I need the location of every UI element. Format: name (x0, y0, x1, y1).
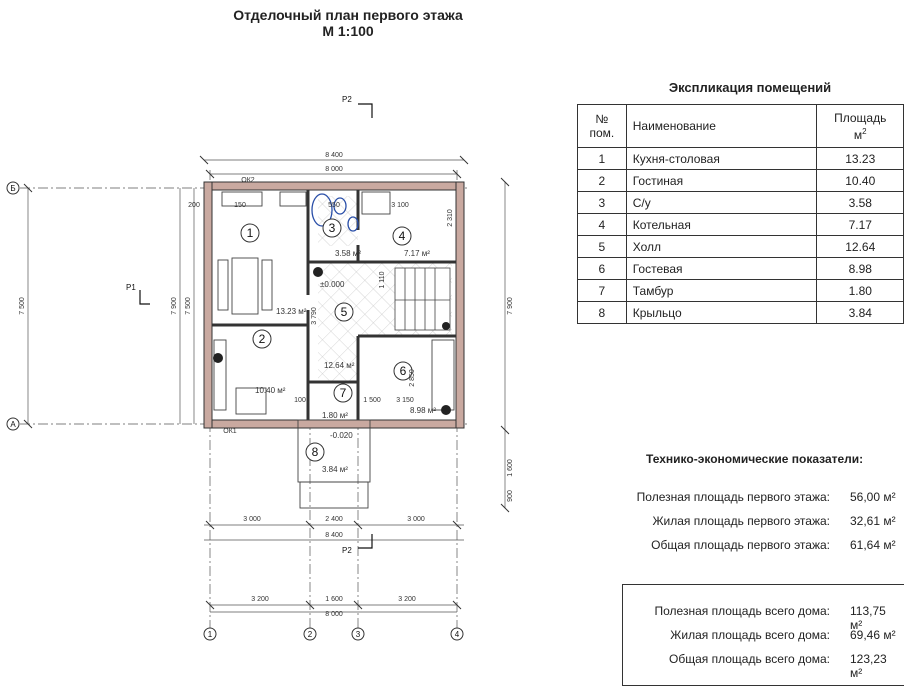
dim-top-outer: 8 400 (325, 152, 343, 159)
cell-num: 8 (578, 302, 627, 324)
window-ok1: ОК1 (223, 428, 237, 435)
room-area-7: 1.80 м² (322, 411, 348, 420)
dim-w550: 550 (328, 202, 340, 209)
cell-num: 3 (578, 192, 627, 214)
room-num-2: 2 (258, 332, 266, 346)
room-area-3: 3.58 м² (335, 249, 361, 258)
dim-w3150: 3 150 (396, 397, 414, 404)
dim-bot-b: 2 400 (325, 516, 343, 523)
section-p2-top: Р2 (342, 95, 352, 104)
cell-area: 3.58 (817, 192, 904, 214)
tep-house-value: 113,75 м² (850, 604, 886, 632)
dim-bot-c: 3 000 (407, 516, 425, 523)
cell-num: 1 (578, 148, 627, 170)
dim-right-porch2: 900 (507, 490, 514, 502)
axis-label-b: Б (10, 184, 16, 193)
dim-w150: 150 (234, 202, 246, 209)
dim-right-porch1: 1 600 (507, 459, 514, 477)
table-row (578, 236, 904, 258)
cell-name: Гостевая (626, 258, 817, 280)
cell-num: 5 (578, 236, 627, 258)
table-header-row (578, 105, 904, 148)
table-row (578, 192, 904, 214)
table-row (578, 214, 904, 236)
room-num-8: 8 (311, 445, 319, 459)
cell-area: 1.80 (817, 280, 904, 302)
tep-house-label: Общая площадь всего дома: (669, 652, 830, 666)
dim-w2850: 2 850 (409, 369, 416, 387)
dim-bot-outer: 8 400 (325, 532, 343, 539)
tep-house-block (600, 604, 900, 680)
axis-label-1: 1 (207, 630, 213, 639)
cell-name: Тамбур (626, 280, 817, 302)
cell-name: Крыльцо (626, 302, 817, 324)
dim-w1500: 1 500 (363, 397, 381, 404)
dim-bot-d: 3 200 (251, 596, 269, 603)
window-ok2: ОК2 (241, 177, 255, 184)
axis-label-4: 4 (454, 630, 460, 639)
tep-floor-label: Общая площадь первого этажа: (651, 538, 830, 552)
tep-floor-label: Полезная площадь первого этажа: (636, 490, 830, 504)
dim-left-outer: 7 500 (19, 297, 26, 315)
dim-bot-inner: 8 000 (325, 611, 343, 618)
tep-floor-value: 32,61 м² (850, 514, 896, 528)
table-row (578, 258, 904, 280)
room-area-1: 13.23 м² (276, 307, 307, 316)
room-num-3: 3 (328, 221, 336, 235)
dim-top-inner: 8 000 (325, 166, 343, 173)
header-name: Наименование (626, 105, 817, 148)
plan-title-line1: Отделочный план первого этажа (233, 7, 463, 23)
dim-bot-e: 1 600 (325, 596, 343, 603)
room-area-5: 12.64 м² (324, 361, 355, 370)
room-area-8: 3.84 м² (322, 465, 348, 474)
tep-house-label: Полезная площадь всего дома: (654, 604, 830, 618)
tep-house-value: 69,46 м² (850, 628, 896, 642)
room-num-7: 7 (339, 386, 347, 400)
room-area-6: 8.98 м² (410, 406, 436, 415)
dim-left-inner: 7 500 (185, 297, 192, 315)
plan-scale: М 1:100 (322, 23, 374, 39)
tep-house-label: Жилая площадь всего дома: (670, 628, 830, 642)
room-num-4: 4 (398, 229, 406, 243)
dim-right-outer: 7 900 (507, 297, 514, 315)
room-area-2: 10.40 м² (255, 386, 286, 395)
section-p1: Р1 (126, 283, 136, 292)
dim-w1110: 1 110 (379, 271, 386, 289)
dim-w100: 100 (294, 397, 306, 404)
porch-level-mark: -0.020 (330, 431, 353, 440)
explication-table (577, 104, 904, 324)
cell-num: 4 (578, 214, 627, 236)
cell-area: 8.98 (817, 258, 904, 280)
cell-area: 13.23 (817, 148, 904, 170)
explication-title: Экспликация помещений (668, 80, 832, 95)
dim-left-mid: 7 900 (171, 297, 178, 315)
dim-w3100: 3 100 (391, 202, 409, 209)
room-num-5: 5 (340, 305, 348, 319)
tep-title: Технико-экономические показатели: (646, 452, 864, 466)
cell-num: 2 (578, 170, 627, 192)
axis-label-3: 3 (355, 630, 361, 639)
tep-floor-value: 61,64 м² (850, 538, 896, 552)
room-area-4: 7.17 м² (404, 249, 430, 258)
cell-name: Кухня-столовая (626, 148, 817, 170)
room-num-6: 6 (399, 364, 407, 378)
cell-name: С/у (626, 192, 817, 214)
cell-area: 3.84 (817, 302, 904, 324)
axis-label-a: А (10, 420, 16, 429)
axis-label-2: 2 (307, 630, 313, 639)
tep-house-value: 123,23 м² (850, 652, 887, 680)
cell-area: 7.17 (817, 214, 904, 236)
table-row (578, 280, 904, 302)
tep-floor-value: 56,00 м² (850, 490, 896, 504)
tep-floor-label: Жилая площадь первого этажа: (652, 514, 830, 528)
cell-num: 7 (578, 280, 627, 302)
cell-name: Котельная (626, 214, 817, 236)
section-p2-bottom: Р2 (342, 546, 352, 555)
dim-w2310: 2 310 (447, 209, 454, 227)
table-row (578, 302, 904, 324)
dim-bot-a: 3 000 (243, 516, 261, 523)
cell-name: Холл (626, 236, 817, 258)
header-area: Площадь $м^2$ (817, 105, 904, 148)
dim-w3790: 3 790 (311, 307, 318, 325)
dim-w200: 200 (188, 202, 200, 209)
cell-num: 6 (578, 258, 627, 280)
header-num: № пом. (578, 105, 627, 148)
dim-bot-f: 3 200 (398, 596, 416, 603)
table-row (578, 148, 904, 170)
level-mark: ±0.000 (320, 280, 345, 289)
cell-area: 10.40 (817, 170, 904, 192)
table-row (578, 170, 904, 192)
cell-name: Гостиная (626, 170, 817, 192)
cell-area: 12.64 (817, 236, 904, 258)
tep-floor-block (600, 490, 900, 560)
room-num-1: 1 (246, 226, 254, 240)
